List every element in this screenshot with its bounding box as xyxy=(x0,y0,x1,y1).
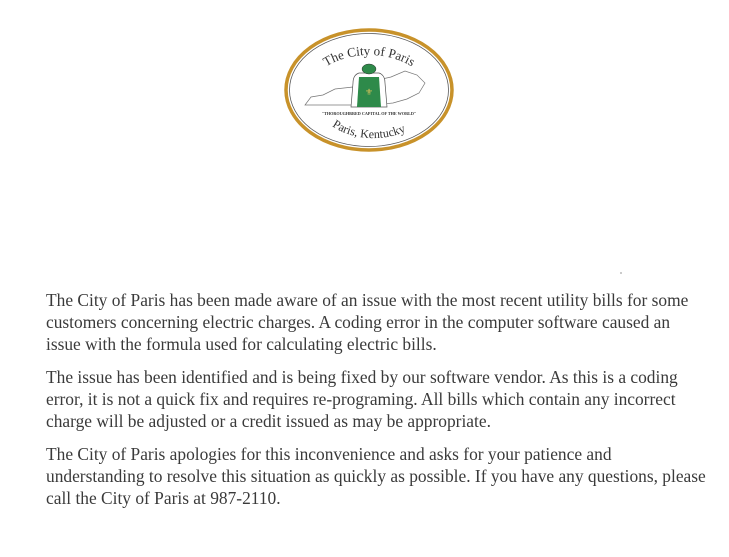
city-of-paris-seal xyxy=(283,27,455,153)
notice-paragraph-2: The issue has been identified and is being fixed by our software vendor. As this is a coding error, it is not a quick fix and requires re-programing. All bills which contain any incorrect charge will be adjusted or a credit issued as may be appropriate. xyxy=(46,367,678,431)
seal-graphic xyxy=(283,27,455,153)
svg-text:⚜: ⚜ xyxy=(364,87,374,97)
seal-top-text: The City of Paris xyxy=(320,42,418,70)
notice-paragraph-3: The City of Paris apologies for this inconvenience and asks for your patience and understanding to resolve this situation as quickly as possible. If you have any questions, please call the City of Paris at 987-2110. xyxy=(46,444,706,508)
notice-paragraph-1: The City of Paris has been made aware of an issue with the most recent utility bills for some customers concerning electric charges. A coding error in the computer software caused an issue with the formula used for calculating electric bills. xyxy=(46,290,689,354)
seal-tagline: "THOROUGHBRED CAPITAL OF THE WORLD" xyxy=(321,111,417,116)
scan-speck xyxy=(620,272,622,274)
seal-bottom-text: Paris, Kentucky xyxy=(330,116,408,142)
notice-body xyxy=(46,289,706,520)
